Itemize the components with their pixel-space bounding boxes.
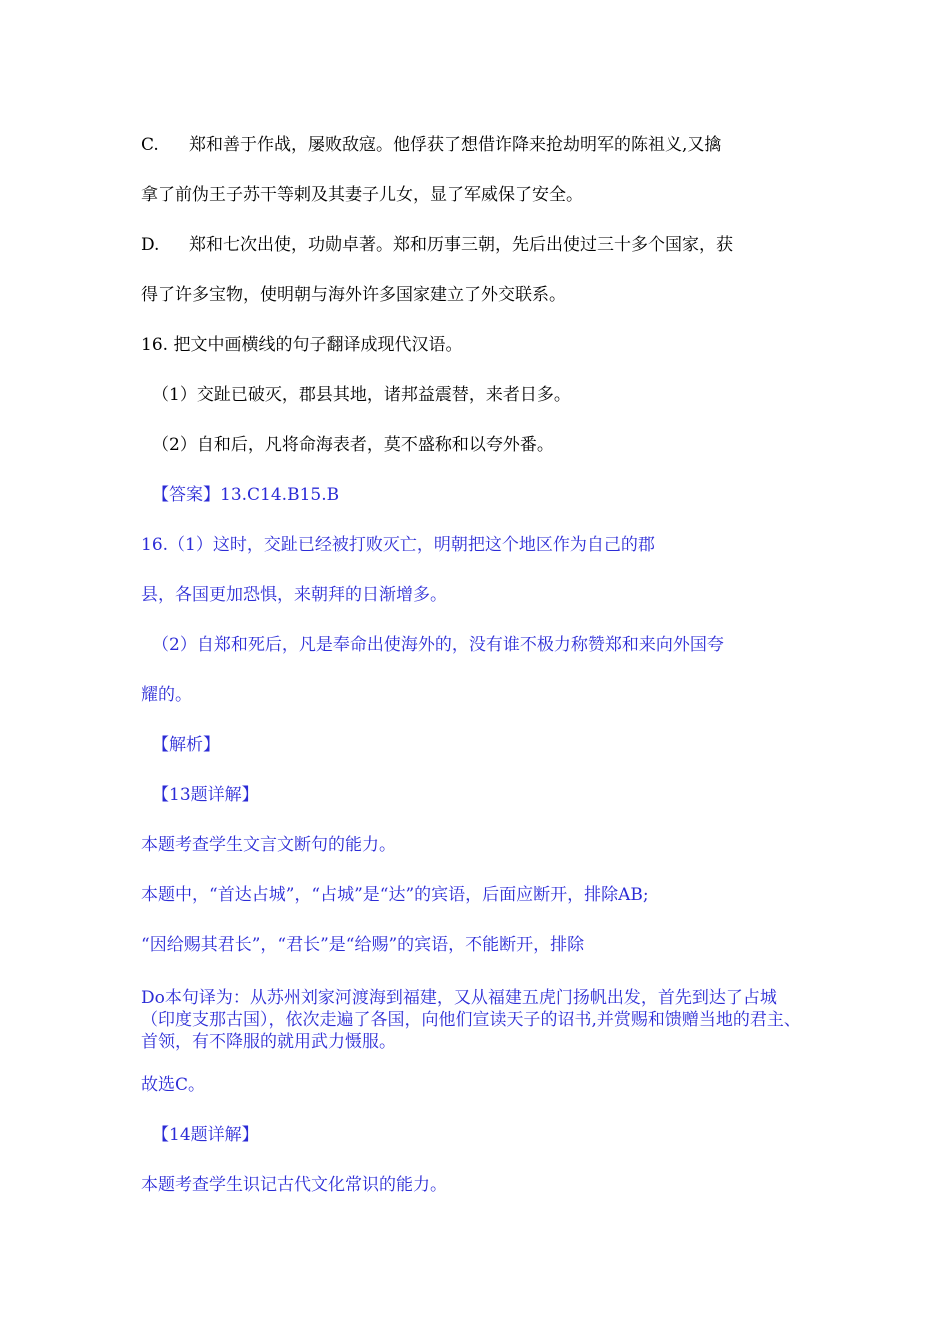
analysis-label: 【解析】 (152, 735, 220, 755)
option-c-line2: 拿了前伪王子苏干等剌及其妻子儿女，显了军威保了安全。 (141, 185, 583, 205)
option-c-text-1: 郑和善于作战，屡败敌寇。他俘获了想借诈降来抢劫明军的陈祖义,又擒 (189, 135, 722, 155)
q13-paragraph-5: 故选C。 (141, 1075, 206, 1095)
answer-16-2-line1: （2）自郑和死后，凡是奉命出使海外的，没有谁不极力称赞郑和来向外国夸 (152, 635, 724, 655)
answer-16-2-line2: 耀的。 (141, 685, 192, 705)
option-d-text-1: 郑和七次出使，功勋卓著。郑和历事三朝，先后出使过三十多个国家，获 (189, 235, 733, 255)
answer-16-1-line2: 县，各国更加恐惧，来朝拜的日渐增多。 (141, 585, 447, 605)
q14-heading: 【14题详解】 (152, 1125, 259, 1145)
question-16-item-2: （2）自和后，凡将命海表者，莫不盛称和以夸外番。 (152, 435, 554, 455)
option-c-letter: C. (141, 135, 159, 155)
option-c-line1 (141, 134, 721, 156)
option-d-line2: 得了许多宝物，使明朝与海外许多国家建立了外交联系。 (141, 285, 566, 305)
q13-paragraph-3: “因给赐其君长”，“君长”是“给赐”的宾语，不能断开，排除 (141, 935, 585, 955)
q13-heading: 【13题详解】 (152, 785, 259, 805)
answer-label: 【答案】13.C14.B15.B (152, 485, 340, 505)
answer-16-1-line1: 16.（1）这时，交趾已经被打败灭亡，明朝把这个地区作为自己的郡 (141, 535, 655, 555)
q14-paragraph-1: 本题考查学生识记古代文化常识的能力。 (141, 1175, 447, 1195)
q13-paragraph-2: 本题中，“首达占城”，“占城”是“达”的宾语，后面应断开，排除AB; (141, 885, 649, 905)
question-16-title: 16. 把文中画横线的句子翻译成现代汉语。 (141, 335, 463, 355)
option-d-letter: D. (141, 235, 160, 255)
q13-paragraph-1: 本题考查学生文言文断句的能力。 (141, 835, 396, 855)
option-d-line1 (141, 234, 733, 256)
question-16-item-1: （1）交趾已破灭，郡县其地，诸邦益震替，来者日多。 (152, 385, 571, 405)
q13-paragraph-4: Do本句译为：从苏州刘家河渡海到福建，又从福建五虎门扬帆出发，首先到达了占城（印度支那古国），依次走遍了各国，向他们宣读天子的诏书,并赏赐和馈赠当地的君主、首领，有不降服的就用武力慑服。 (141, 988, 801, 1052)
